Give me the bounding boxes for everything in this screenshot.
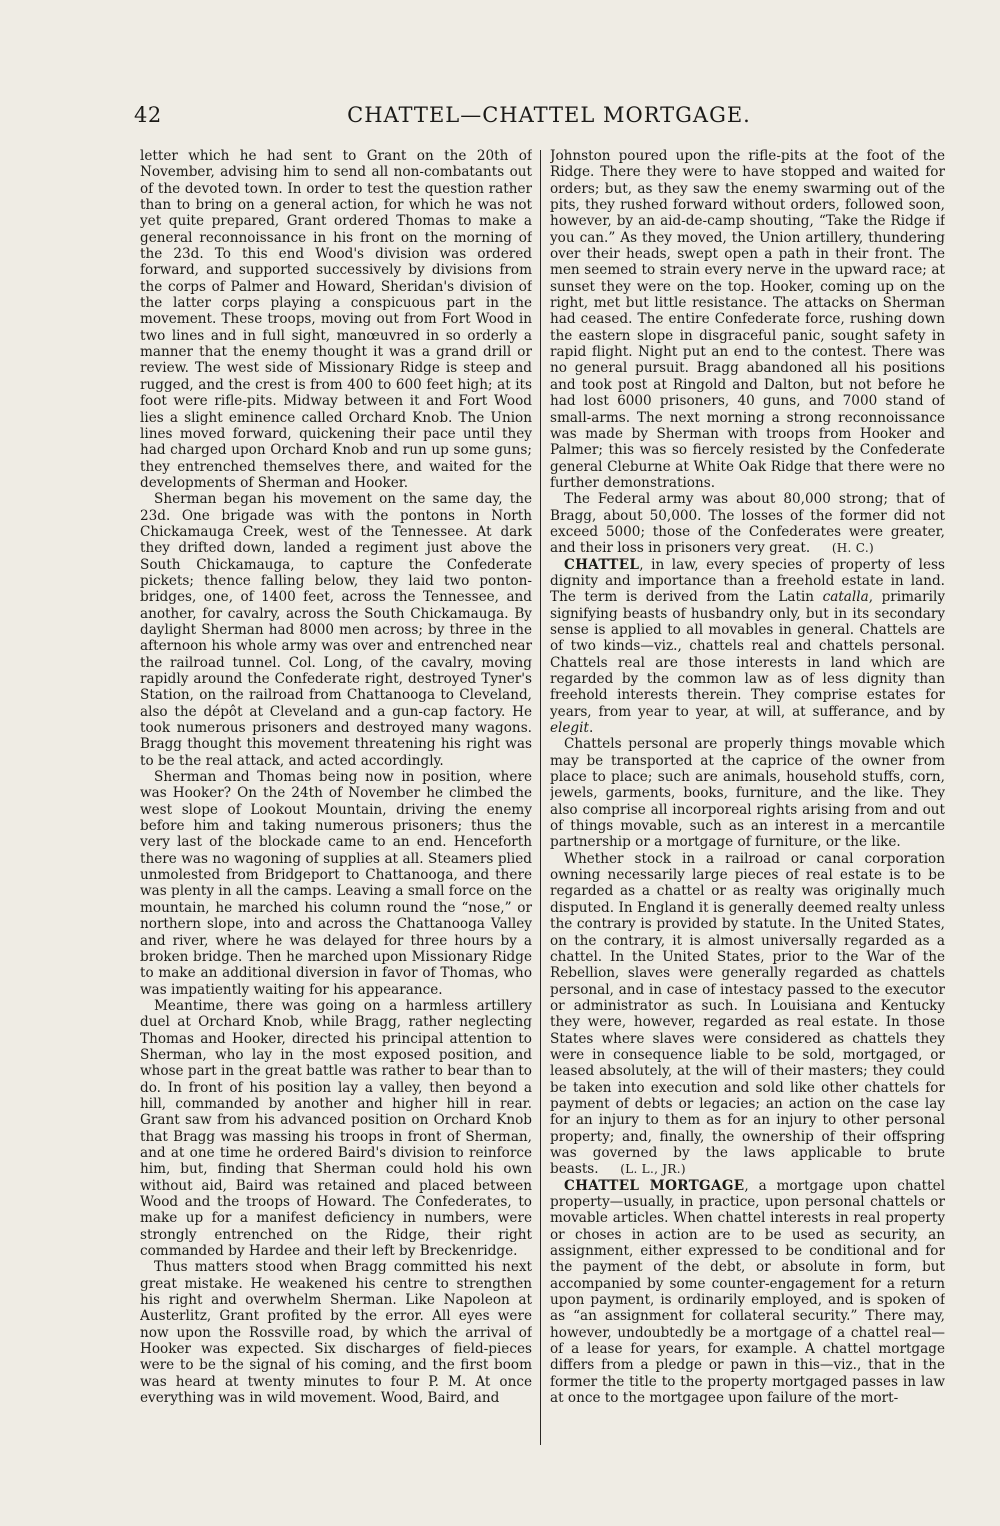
right-paragraph-5 bbox=[550, 851, 945, 1178]
left-paragraph-5: Thus matters stood when Bragg committed his next great mistake. He weakened his centre to strengthen his right and overwhelm Sherman. Like Napoleon at Austerlitz, Grant profited by the error. All eyes were now upon the Rossville road, by which the arrival of Hooker was expected. Six discharges of field-pieces were to be the signal of his coming, and the first boom was heard at twenty minutes to four P. M. At once everything was in wild movement. Wood, Baird, and bbox=[140, 1259, 532, 1407]
left-column bbox=[140, 148, 532, 1448]
latin-term-catalla: catalla bbox=[822, 589, 869, 606]
federal-army-text: The Federal army was about 80,000 strong; that of Bragg, about 50,000. The losses of the former did not exceed 5000; those of the Confederates were greater, and their loss in prisoners very great. bbox=[550, 491, 945, 557]
author-signature-ll: (L. L., JR.) bbox=[620, 1162, 686, 1177]
term-elegit: elegit bbox=[550, 720, 589, 737]
right-paragraph-4: Chattels personal are properly things movable which may be transported at the caprice of the owner from place to place; such are animals, household stuffs, corn, jewels, garments, books, furniture, and the like. They also comprise all incorporeal rights arising from and out of things movable, such as an interest in a mercantile partnership or a mortgage of furniture, or the like. bbox=[550, 736, 945, 851]
chattel-text-b: , primarily signifying beasts of husbandry only, but in its secondary sense is applied to all movables in general. Chattels are of two kinds—viz., chattels real and chattels personal. Chattels real are those interests in land which are regarded by the common law as of less dignity than freehold interests therein. They comprise estates for years, from year to year, at will, at sufferance, and by bbox=[550, 589, 945, 720]
right-column bbox=[550, 148, 945, 1448]
page-number: 42 bbox=[134, 103, 162, 127]
running-head: CHATTEL—CHATTEL MORTGAGE. bbox=[347, 103, 751, 127]
left-paragraph-4: Meantime, there was going on a harmless artillery duel at Orchard Knob, while Bragg, rather neglecting Thomas and Hooker, directed his principal attention to Sherman, who lay in the most exposed position, and whose part in the great battle was rather to bear than to do. In front of his position lay a valley, then beyond a hill, commanded by another and higher hill in rear. Grant saw from his advanced position on Orchard Knob that Bragg was massing his troops in front of Sherman, and at one time he ordered Baird's division to reinforce him, but, finding that Sherman could hold his own without aid, Baird was retained and placed between Wood and the troops of Howard. The Confederates, to make up for a manifest deficiency in numbers, were strongly entrenched on the Ridge, their right commanded by Hardee and their left by Breckenridge. bbox=[140, 997, 532, 1260]
entry-heading-chattel-mortgage: CHATTEL MORTGAGE bbox=[564, 1177, 745, 1194]
chattel-text-c: . bbox=[588, 720, 594, 737]
chattel-mortgage-text: , a mortgage upon chattel property—usually, in practice, upon personal chattels or movable articles. When chattel interests in real property or choses in action are to be used as security, an assignment, either expressed to be conditional and for the payment of the debt, or absolute in form, but accompanied by some counter-engagement for a return upon payment, is ordinarily employed, and is spoken of as “an assignment for collateral security.” There may, however, undoubtedly be a mortgage of a chattel real—of a lease for years, for example. A chattel mortgage differs from a pledge or pawn in this—viz., that in the former the title to the property mortgaged passes in law at once to the mortgagee upon failure of the mort- bbox=[550, 1177, 945, 1407]
page-header bbox=[134, 103, 964, 131]
chattel-text-a: , in law, every species of property of less dignity and importance than a freehold estate in land. The term is derived from the Latin bbox=[550, 556, 945, 606]
stock-text: Whether stock in a railroad or canal corporation owning necessarily large pieces of real estate is to be regarded as a chattel or as realty was originally much disputed. In England it is generally deemed realty unless the contrary is provided by statute. In the United States, on the contrary, it is almost universally regarded as a chattel. In the United States, prior to the War of the Rebellion, slaves were generally regarded as chattels personal, and in case of intestacy passed to the executor or administrator as such. In Louisiana and Kentucky they were, however, regarded as real estate. In those States where slaves were considered as chattels they were in consequence liable to be sold, mortgaged, or leased absolutely, at the will of their masters; they could be taken into execution and sold like other chattels for payment of debts or legacies; an action on the case lay for an injury to them as for an injury to other personal property; and, finally, the ownership of their offspring was governed by the laws applicable to brute beasts. bbox=[550, 850, 945, 1178]
column-divider bbox=[540, 150, 541, 1445]
right-paragraph-1: Johnston poured upon the rifle-pits at the foot of the Ridge. There they were to have stopped and waited for orders; but, as they saw the enemy swarming out of the pits, they rushed forward without orders, followed soon, however, by an aid-de-camp shouting, “Take the Ridge if you can.” As they moved, the Union artillery, thundering over their heads, swept open a path in their front. The men seemed to strain every nerve in the upward race; at sunset they were on the top. Hooker, coming up on the right, met but little resistance. The attacks on Sherman had ceased. The entire Confederate force, rushing down the eastern slope in disgraceful panic, sought safety in rapid flight. Night put an end to the contest. There was no general pursuit. Bragg abandoned all his positions and took post at Ringold and Dalton, but not before he had lost 6000 prisoners, 40 guns, and 7000 stand of small-arms. The next morning a strong reconnoissance was made by Sherman with troops from Hooker and Palmer; this was so fiercely resisted by the Confederate general Cleburne at White Oak Ridge that there were no further demonstrations. bbox=[550, 148, 945, 491]
author-signature-hc: (H. C.) bbox=[831, 541, 874, 556]
entry-heading-chattel: CHATTEL bbox=[564, 556, 640, 573]
left-paragraph-1: letter which he had sent to Grant on the 20th of November, advising him to send all non-combatants out of the devoted town. In order to test the question rather than to bring on a general action, for which he was not yet quite prepared, Grant ordered Thomas to make a general reconnoissance in his front on the morning of the 23d. To this end Wood's division was ordered forward, and supported successively by divisions from the corps of Palmer and Howard, Sheridan's division of the latter corps playing a conspicuous part in the movement. These troops, moving out from Fort Wood in two lines and in full sight, manœuvred in so orderly a manner that the enemy thought it was a grand drill or review. The west side of Missionary Ridge is steep and rugged, and the crest is from 400 to 600 feet high; at its foot were rifle-pits. Midway between it and Fort Wood lies a slight eminence called Orchard Knob. The Union lines moved forward, quickening their pace until they had charged upon Orchard Knob and run up some guns; they entrenched themselves there, and waited for the developments of Sherman and Hooker. bbox=[140, 148, 532, 491]
left-paragraph-2: Sherman began his movement on the same day, the 23d. One brigade was with the pontons in North Chickamauga Creek, west of the Tennessee. At dark they drifted down, landed a regiment just above the South Chickamauga, to capture the Confederate pickets; thence falling below, they laid two ponton-bridges, one, of 1400 feet, across the Tennessee, and another, for cavalry, across the South Chickamauga. By daylight Sherman had 8000 men across; by three in the afternoon his whole army was over and entrenched near the railroad tunnel. Col. Long, of the cavalry, moving rapidly around the Confederate right, destroyed Tyner's Station, on the railroad from Chattanooga to Cleveland, also the dépôt at Cleveland and a gun-cap factory. He took numerous prisoners and destroyed many wagons. Bragg thought this movement threatening his right was to be the real attack, and acted accordingly. bbox=[140, 491, 532, 769]
chattel-mortgage-entry bbox=[550, 1178, 945, 1407]
left-paragraph-3: Sherman and Thomas being now in position, where was Hooker? On the 24th of November he climbed the west slope of Lookout Mountain, driving the enemy before him and taking numerous prisoners; thus the very last of the blockade came to an end. Henceforth there was no wagoning of supplies at all. Steamers plied unmolested from Bridgeport to Chattanooga, and there was plenty in all the camps. Leaving a small force on the mountain, he marched his column round the “nose,” or northern slope, into and across the Chattanooga Valley and river, where he was delayed for three hours by a broken bridge. Then he marched upon Missionary Ridge to make an additional diversion in favor of Thomas, who was impatiently waiting for his appearance. bbox=[140, 769, 532, 998]
right-paragraph-2 bbox=[550, 491, 945, 556]
chattel-entry bbox=[550, 557, 945, 737]
